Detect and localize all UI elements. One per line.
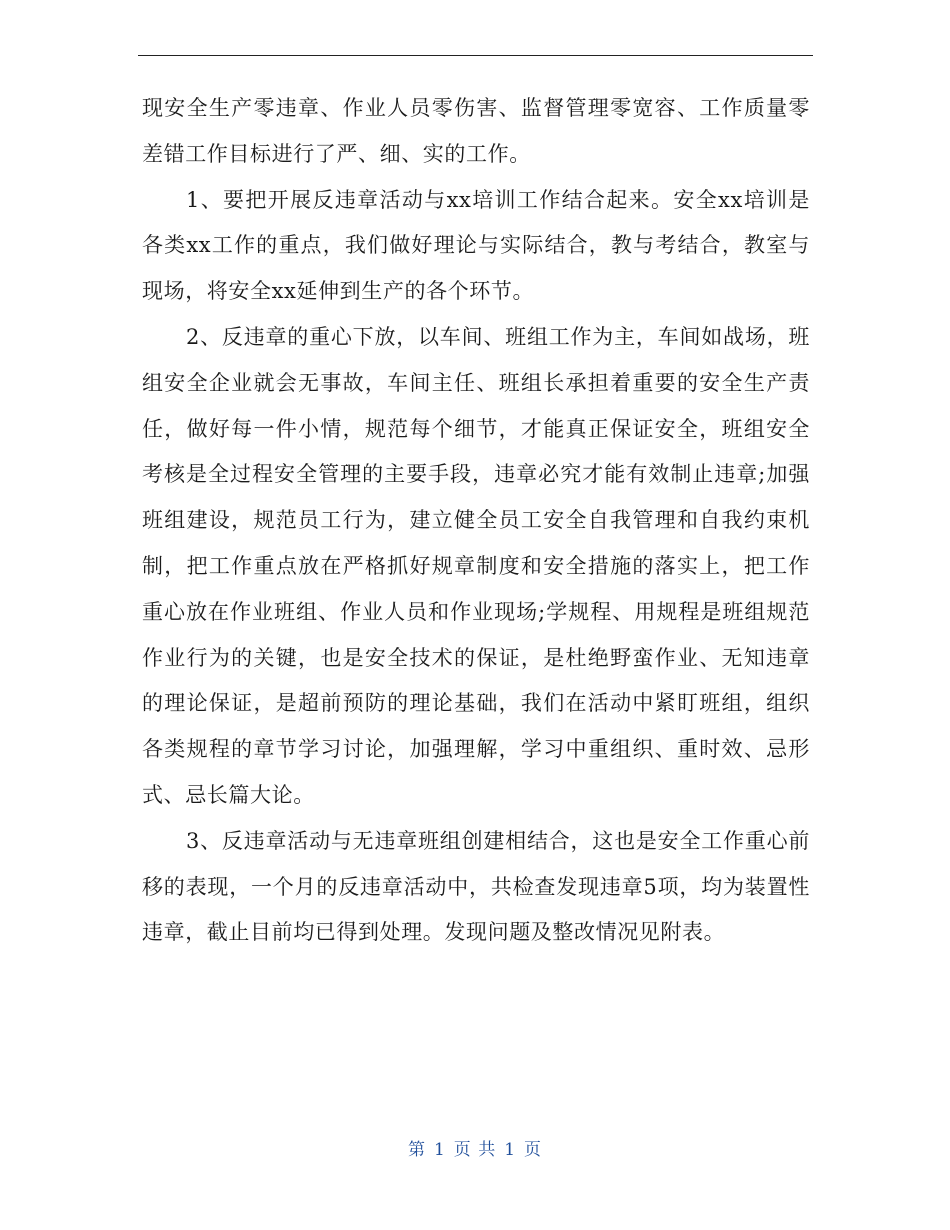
paragraph-item-1: 1、要把开展反违章活动与xx培训工作结合起来。安全xx培训是各类xx工作的重点，我们做好理论与实际结合，教与考结合，教室与现场，将安全xx延伸到生产的各个环节。 (142, 187, 810, 304)
header-rule (138, 55, 813, 56)
total-page-number: 1 (504, 1140, 517, 1160)
paragraph-item-3: 3、反违章活动与无违章班组创建相结合，这也是安全工作重心前移的表现，一个月的反违章活动中，共检查发现违章5项，均为装置性违章，截止目前均已得到处理。发现问题及整改情况见附表。 (142, 828, 810, 945)
paragraph-item-2: 2、反违章的重心下放，以车间、班组工作为主，车间如战场，班组安全企业就会无事故，车间主任、班组长承担着重要的安全生产责任，做好每一件小情，规范每个细节，才能真正保证安全，班组安全考核是全过程安全管理的主要手段，违章必究才能有效制止违章;加强班组建设，规范员工行为，建立健全员工安全自我管理和自我约束机制，把工作重点放在严格抓好规章制度和安全措施的落实上，把工作重心放在作业班组、作业人员和作业现场;学规程、用规程是班组规范作业行为的关键，也是安全技术的保证，是杜绝野蛮作业、无知违章的理论保证，是超前预防的理论基础，我们在活动中紧盯班组，组织各类规程的章节学习讨论，加强理解，学习中重组织、重时效、忌形式、忌长篇大论。 (142, 324, 810, 807)
page-footer (0, 1135, 950, 1160)
page-label-suffix: 页 (524, 1140, 543, 1160)
current-page-number: 1 (433, 1140, 446, 1160)
page-label-prefix: 第 (407, 1140, 426, 1160)
paragraph-continuation: 现安全生产零违章、作业人员零伤害、监督管理零宽容、工作质量零差错工作目标进行了严、细、实的工作。 (142, 96, 810, 166)
document-body (142, 86, 810, 956)
page-label-mid: 页 共 (453, 1140, 497, 1160)
